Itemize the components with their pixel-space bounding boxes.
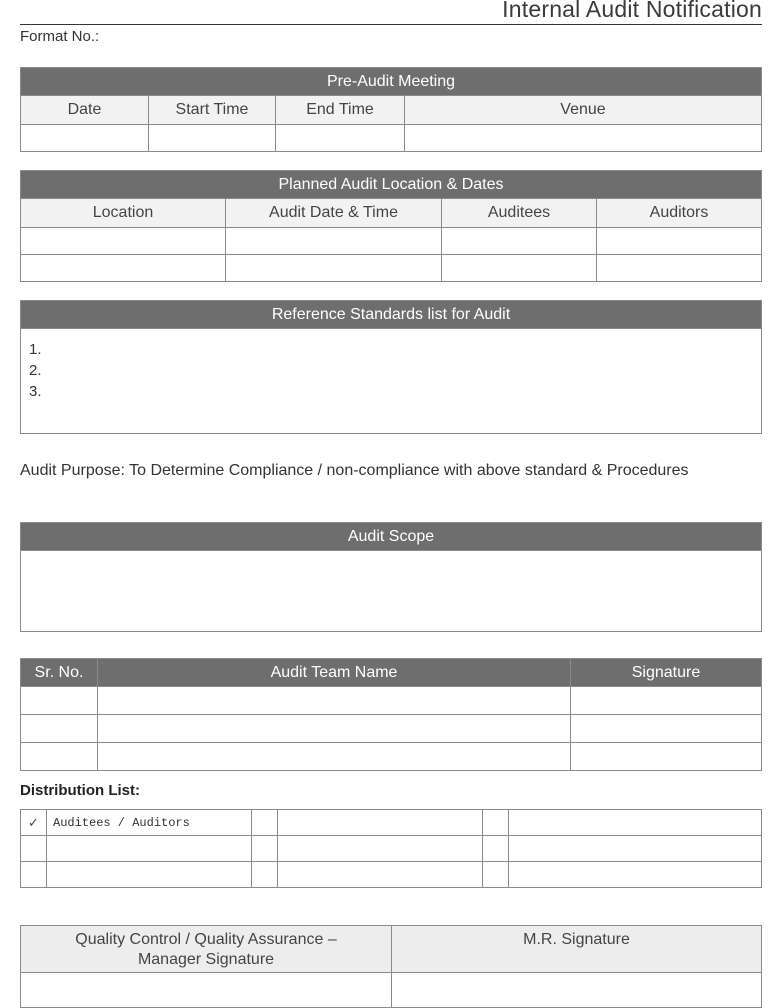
distribution-entry — [278, 810, 483, 836]
reference-standards-header: Reference Standards list for Audit — [21, 301, 762, 329]
col-signature: Signature — [571, 659, 762, 687]
distribution-entry — [47, 862, 252, 888]
audit-team-table — [20, 658, 762, 771]
check-mark-icon[interactable]: ✓ — [21, 810, 47, 836]
format-number-label: Format No.: — [20, 28, 100, 45]
sr-no-cell[interactable] — [21, 743, 98, 771]
sr-no-cell[interactable] — [21, 715, 98, 743]
planned-audit-table — [20, 170, 762, 282]
col-start-time: Start Time — [149, 96, 276, 125]
team-name-cell[interactable] — [98, 687, 571, 715]
auditees-cell[interactable] — [442, 228, 597, 255]
col-end-time: End Time — [276, 96, 405, 125]
col-location: Location — [21, 199, 226, 228]
pre-audit-meeting-header: Pre-Audit Meeting — [21, 68, 762, 96]
table-row — [21, 255, 762, 282]
date-cell[interactable] — [21, 125, 149, 152]
reference-standards-list[interactable] — [21, 329, 762, 434]
document-title: Internal Audit Notification — [502, 0, 762, 22]
checkbox-cell[interactable] — [252, 862, 278, 888]
col-venue: Venue — [405, 96, 762, 125]
distribution-entry — [278, 862, 483, 888]
distribution-entry — [509, 810, 762, 836]
signature-cell[interactable] — [571, 743, 762, 771]
checkbox-cell[interactable] — [483, 862, 509, 888]
distribution-list-table — [20, 809, 762, 888]
checkbox-cell[interactable] — [483, 810, 509, 836]
signature-cell[interactable] — [571, 715, 762, 743]
qc-qa-manager-signature-label: Quality Control / Quality Assurance – Manager Signature — [21, 926, 392, 973]
audit-scope-header: Audit Scope — [21, 523, 762, 551]
signature-cell[interactable] — [571, 687, 762, 715]
distribution-entry: Auditees / Auditors — [47, 810, 252, 836]
checkbox-cell[interactable] — [21, 836, 47, 862]
list-item: 1. — [29, 341, 42, 358]
distribution-list-label: Distribution List: — [20, 782, 140, 799]
auditees-cell[interactable] — [442, 255, 597, 282]
col-auditees: Auditees — [442, 199, 597, 228]
qc-qa-signature-field[interactable] — [21, 973, 392, 1008]
planned-audit-header: Planned Audit Location & Dates — [21, 171, 762, 199]
list-item: 2. — [29, 362, 42, 379]
table-row — [21, 715, 762, 743]
signoff-table — [20, 925, 762, 1008]
col-date: Date — [21, 96, 149, 125]
end-time-cell[interactable] — [276, 125, 405, 152]
pre-audit-meeting-table — [20, 67, 762, 152]
team-name-cell[interactable] — [98, 715, 571, 743]
checkbox-cell[interactable] — [252, 836, 278, 862]
checkbox-cell[interactable] — [252, 810, 278, 836]
col-auditors: Auditors — [597, 199, 762, 228]
auditors-cell[interactable] — [597, 228, 762, 255]
table-row — [21, 836, 762, 862]
mr-signature-label: M.R. Signature — [392, 926, 762, 973]
list-item: 3. — [29, 383, 42, 400]
venue-cell[interactable] — [405, 125, 762, 152]
distribution-entry — [509, 836, 762, 862]
distribution-entry — [278, 836, 483, 862]
sr-no-cell[interactable] — [21, 687, 98, 715]
table-row — [21, 862, 762, 888]
col-sr-no: Sr. No. — [21, 659, 98, 687]
table-row — [21, 228, 762, 255]
col-audit-team-name: Audit Team Name — [98, 659, 571, 687]
location-cell[interactable] — [21, 228, 226, 255]
auditors-cell[interactable] — [597, 255, 762, 282]
audit-date-time-cell[interactable] — [226, 228, 442, 255]
col-audit-date-time: Audit Date & Time — [226, 199, 442, 228]
table-row — [21, 687, 762, 715]
reference-standards-table — [20, 300, 762, 434]
audit-scope-table — [20, 522, 762, 632]
audit-scope-field[interactable] — [21, 551, 762, 632]
distribution-entry — [47, 836, 252, 862]
location-cell[interactable] — [21, 255, 226, 282]
checkbox-cell[interactable] — [483, 836, 509, 862]
start-time-cell[interactable] — [149, 125, 276, 152]
checkbox-cell[interactable] — [21, 862, 47, 888]
audit-date-time-cell[interactable] — [226, 255, 442, 282]
team-name-cell[interactable] — [98, 743, 571, 771]
title-divider — [20, 24, 762, 25]
table-row — [21, 810, 762, 836]
distribution-entry — [509, 862, 762, 888]
table-row — [21, 743, 762, 771]
audit-purpose-text: Audit Purpose: To Determine Compliance / non-compliance with above standard & Procedures — [20, 462, 689, 479]
mr-signature-field[interactable] — [392, 973, 762, 1008]
